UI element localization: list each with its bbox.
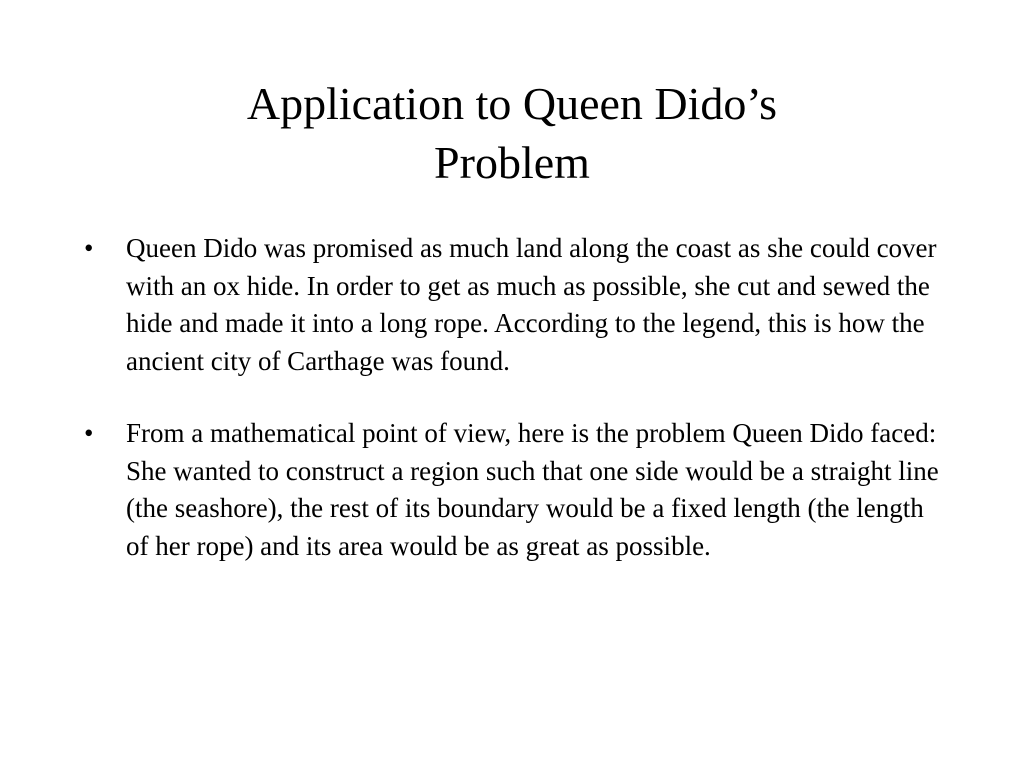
bullet-text-1: Queen Dido was promised as much land along the coast as she could cover with an ox hide. In order to get as much as possible, she cut and sewed the hide and made it into a long rope. According to the legend, this is how the ancient city of Carthage was found. bbox=[126, 233, 937, 376]
slide-title bbox=[112, 74, 912, 192]
bullet-marker-icon: • bbox=[84, 233, 94, 263]
slide-title-line-1: Application to Queen Dido’s bbox=[246, 78, 778, 129]
bullet-text-2: From a mathematical point of view, here is the problem Queen Dido faced: She wanted to construct a region such that one side would be a straight line (the seashore), the rest of its boundary would be a fixed length (the length of her rope) and its area would be as great as possible. bbox=[126, 418, 939, 561]
slide-title-line-2: Problem bbox=[434, 137, 590, 188]
bullet-marker-icon: • bbox=[84, 418, 94, 448]
bullet-item-1 bbox=[84, 230, 944, 380]
bullet-item-2 bbox=[84, 415, 944, 565]
bullet-list bbox=[84, 230, 944, 565]
